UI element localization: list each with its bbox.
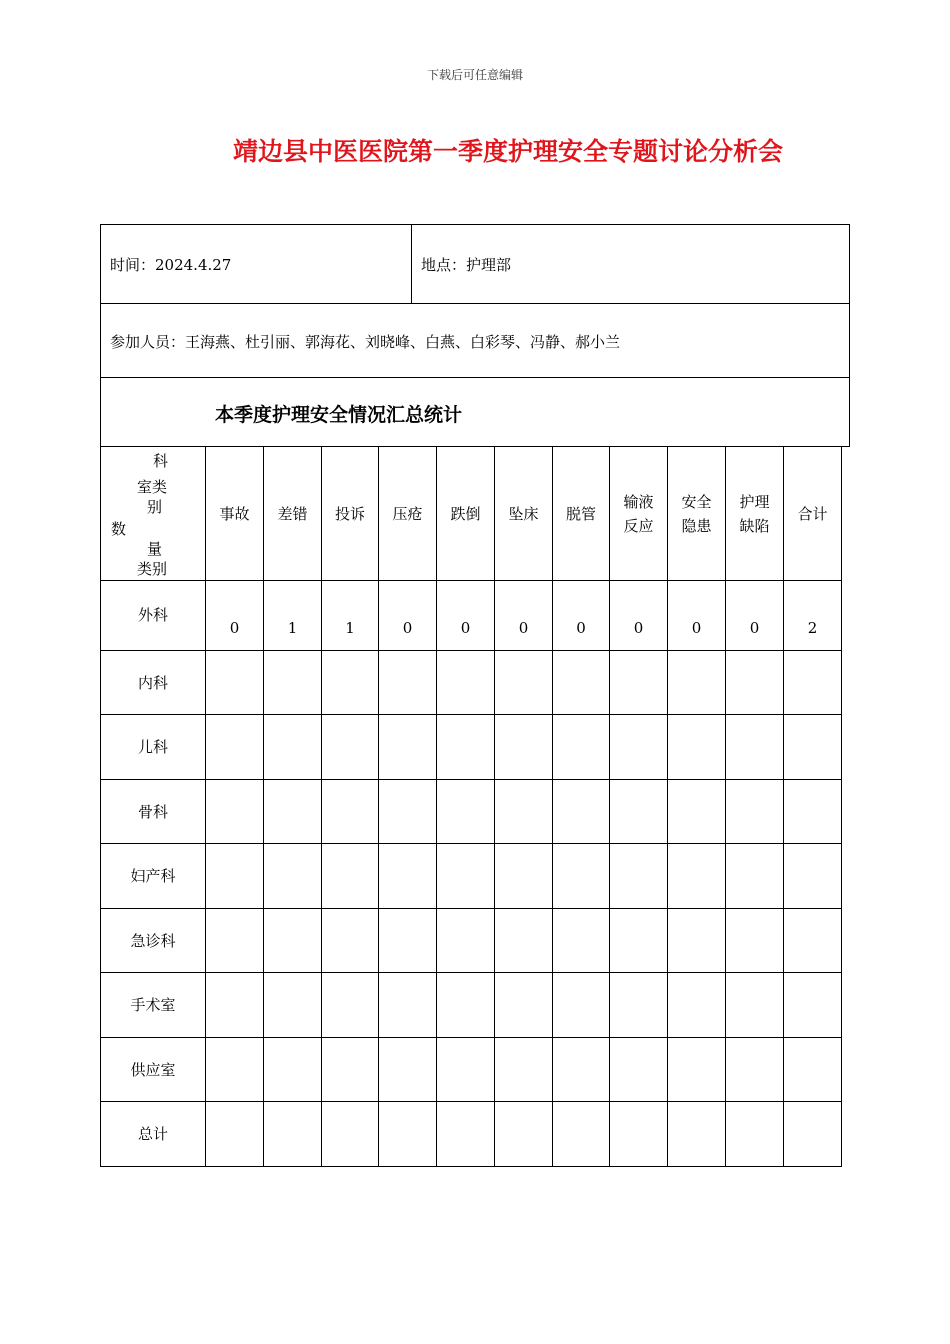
column-header-line: 护理 <box>739 492 770 511</box>
value-cell <box>264 909 322 973</box>
corner-header-cell <box>101 447 206 581</box>
value-cell <box>437 715 495 780</box>
value-cell <box>437 651 495 715</box>
table-row <box>101 1102 842 1167</box>
value-cell <box>495 909 553 973</box>
value-cell <box>726 651 784 715</box>
column-header <box>610 447 668 581</box>
value-cell <box>784 651 842 715</box>
value-cell <box>322 780 379 844</box>
value-cell <box>206 1102 264 1167</box>
value-cell <box>668 715 726 780</box>
value-cell <box>379 715 437 780</box>
value-cell <box>784 780 842 844</box>
value-cell <box>495 973 553 1038</box>
value-cell: 0 <box>610 581 668 651</box>
value-cell <box>206 715 264 780</box>
value-cell <box>379 1038 437 1102</box>
value-cell <box>553 844 610 909</box>
value-cell: 0 <box>726 581 784 651</box>
column-header-line: 事故 <box>219 504 250 523</box>
value-cell <box>668 780 726 844</box>
column-header <box>553 447 610 581</box>
value-cell <box>784 909 842 973</box>
value-cell <box>322 844 379 909</box>
value-cell <box>726 973 784 1038</box>
value-cell <box>610 715 668 780</box>
column-header <box>726 447 784 581</box>
value-cell <box>553 780 610 844</box>
attendees: 参加人员：王海燕、杜引丽、郭海花、刘晓峰、白燕、白彩琴、冯静、郝小兰 <box>110 333 621 351</box>
dept-cell: 总计 <box>101 1102 206 1167</box>
column-header <box>379 447 437 581</box>
dept-cell: 内科 <box>101 651 206 715</box>
table-row <box>101 780 842 844</box>
meeting-time: 时间：2024.4.27 <box>110 256 232 274</box>
value-cell: 1 <box>322 581 379 651</box>
column-header-line: 反应 <box>623 516 654 535</box>
value-cell <box>264 973 322 1038</box>
corner-text-left: 数 <box>111 520 127 538</box>
value-cell <box>379 844 437 909</box>
value-cell <box>495 1038 553 1102</box>
column-header-line: 缺陷 <box>739 516 770 535</box>
value-cell <box>610 651 668 715</box>
corner-text-bottom1: 量 <box>147 540 163 558</box>
dept-cell: 供应室 <box>101 1038 206 1102</box>
value-cell <box>553 651 610 715</box>
value-cell <box>322 909 379 973</box>
dept-cell: 手术室 <box>101 973 206 1038</box>
value-cell <box>784 844 842 909</box>
column-header-line: 坠床 <box>508 504 539 523</box>
column-header-line: 压疮 <box>392 504 423 523</box>
value-cell <box>206 651 264 715</box>
table-row <box>101 651 842 715</box>
value-cell <box>437 973 495 1038</box>
value-cell <box>206 909 264 973</box>
table-row <box>101 973 842 1038</box>
value-cell <box>553 973 610 1038</box>
value-cell <box>726 1102 784 1167</box>
safety-stats-table <box>100 446 842 1167</box>
value-cell <box>668 1102 726 1167</box>
corner-text-bottom2: 类别 <box>137 560 168 578</box>
value-cell <box>264 844 322 909</box>
section-title: 本季度护理安全情况汇总统计 <box>215 404 463 426</box>
value-cell <box>206 844 264 909</box>
value-cell <box>206 1038 264 1102</box>
document-title: 靖边县中医医院第一季度护理安全专题讨论分析会 <box>233 137 784 166</box>
value-cell <box>206 973 264 1038</box>
value-cell <box>610 844 668 909</box>
column-header <box>322 447 379 581</box>
value-cell: 0 <box>553 581 610 651</box>
column-header-line: 差错 <box>277 504 308 523</box>
value-cell: 1 <box>264 581 322 651</box>
value-cell <box>610 1102 668 1167</box>
value-cell <box>322 1102 379 1167</box>
value-cell <box>610 780 668 844</box>
value-cell <box>379 651 437 715</box>
value-cell <box>668 1038 726 1102</box>
table-row <box>101 844 842 909</box>
column-header <box>437 447 495 581</box>
value-cell: 2 <box>784 581 842 651</box>
value-cell: 0 <box>668 581 726 651</box>
value-cell <box>553 1102 610 1167</box>
value-cell <box>610 909 668 973</box>
dept-cell: 儿科 <box>101 715 206 780</box>
column-header-line: 隐患 <box>681 516 712 535</box>
column-header <box>264 447 322 581</box>
value-cell <box>437 780 495 844</box>
column-header-line: 合计 <box>797 504 828 523</box>
meeting-place-divider <box>411 224 412 304</box>
value-cell <box>668 651 726 715</box>
column-header-line: 投诉 <box>334 504 365 523</box>
value-cell <box>264 1038 322 1102</box>
column-header <box>784 447 842 581</box>
value-cell <box>610 1038 668 1102</box>
corner-text-top2: 室类 <box>137 478 168 496</box>
value-cell <box>726 715 784 780</box>
dept-cell: 骨科 <box>101 780 206 844</box>
value-cell <box>495 715 553 780</box>
column-header <box>495 447 553 581</box>
table-header-row <box>101 447 842 581</box>
value-cell <box>668 973 726 1038</box>
value-cell <box>553 715 610 780</box>
value-cell <box>784 1102 842 1167</box>
value-cell <box>495 780 553 844</box>
value-cell <box>322 973 379 1038</box>
column-header-line: 输液 <box>623 492 654 511</box>
header-note: 下载后可任意编辑 <box>426 68 523 82</box>
value-cell <box>322 651 379 715</box>
value-cell <box>379 909 437 973</box>
value-cell <box>726 1038 784 1102</box>
value-cell <box>668 844 726 909</box>
value-cell <box>784 973 842 1038</box>
value-cell <box>264 780 322 844</box>
value-cell <box>437 844 495 909</box>
corner-text-top1: 科 <box>153 452 169 470</box>
value-cell <box>726 780 784 844</box>
value-cell <box>437 1102 495 1167</box>
column-header-line: 脱管 <box>565 504 596 523</box>
dept-cell: 外科 <box>101 581 206 651</box>
value-cell <box>784 1038 842 1102</box>
corner-text-top3: 别 <box>147 498 163 516</box>
value-cell <box>610 973 668 1038</box>
column-header-line: 安全 <box>681 492 712 511</box>
value-cell <box>553 1038 610 1102</box>
value-cell <box>668 909 726 973</box>
value-cell <box>322 1038 379 1102</box>
value-cell <box>264 651 322 715</box>
value-cell <box>264 1102 322 1167</box>
value-cell <box>437 909 495 973</box>
value-cell <box>553 909 610 973</box>
value-cell: 0 <box>495 581 553 651</box>
table-row <box>101 909 842 973</box>
value-cell <box>379 780 437 844</box>
column-header <box>668 447 726 581</box>
value-cell <box>379 1102 437 1167</box>
table-row <box>101 715 842 780</box>
column-header-line: 跌倒 <box>450 504 481 523</box>
value-cell <box>206 780 264 844</box>
table-row <box>101 581 842 651</box>
value-cell <box>495 844 553 909</box>
meeting-place: 地点：护理部 <box>421 256 512 274</box>
value-cell: 0 <box>379 581 437 651</box>
value-cell <box>379 973 437 1038</box>
value-cell <box>726 909 784 973</box>
dept-cell: 急诊科 <box>101 909 206 973</box>
value-cell <box>495 1102 553 1167</box>
table-row <box>101 1038 842 1102</box>
value-cell <box>784 715 842 780</box>
value-cell <box>726 844 784 909</box>
value-cell <box>495 651 553 715</box>
value-cell <box>322 715 379 780</box>
dept-cell: 妇产科 <box>101 844 206 909</box>
column-header <box>206 447 264 581</box>
value-cell: 0 <box>206 581 264 651</box>
section-title-row <box>100 377 850 447</box>
value-cell <box>264 715 322 780</box>
value-cell: 0 <box>437 581 495 651</box>
value-cell <box>437 1038 495 1102</box>
